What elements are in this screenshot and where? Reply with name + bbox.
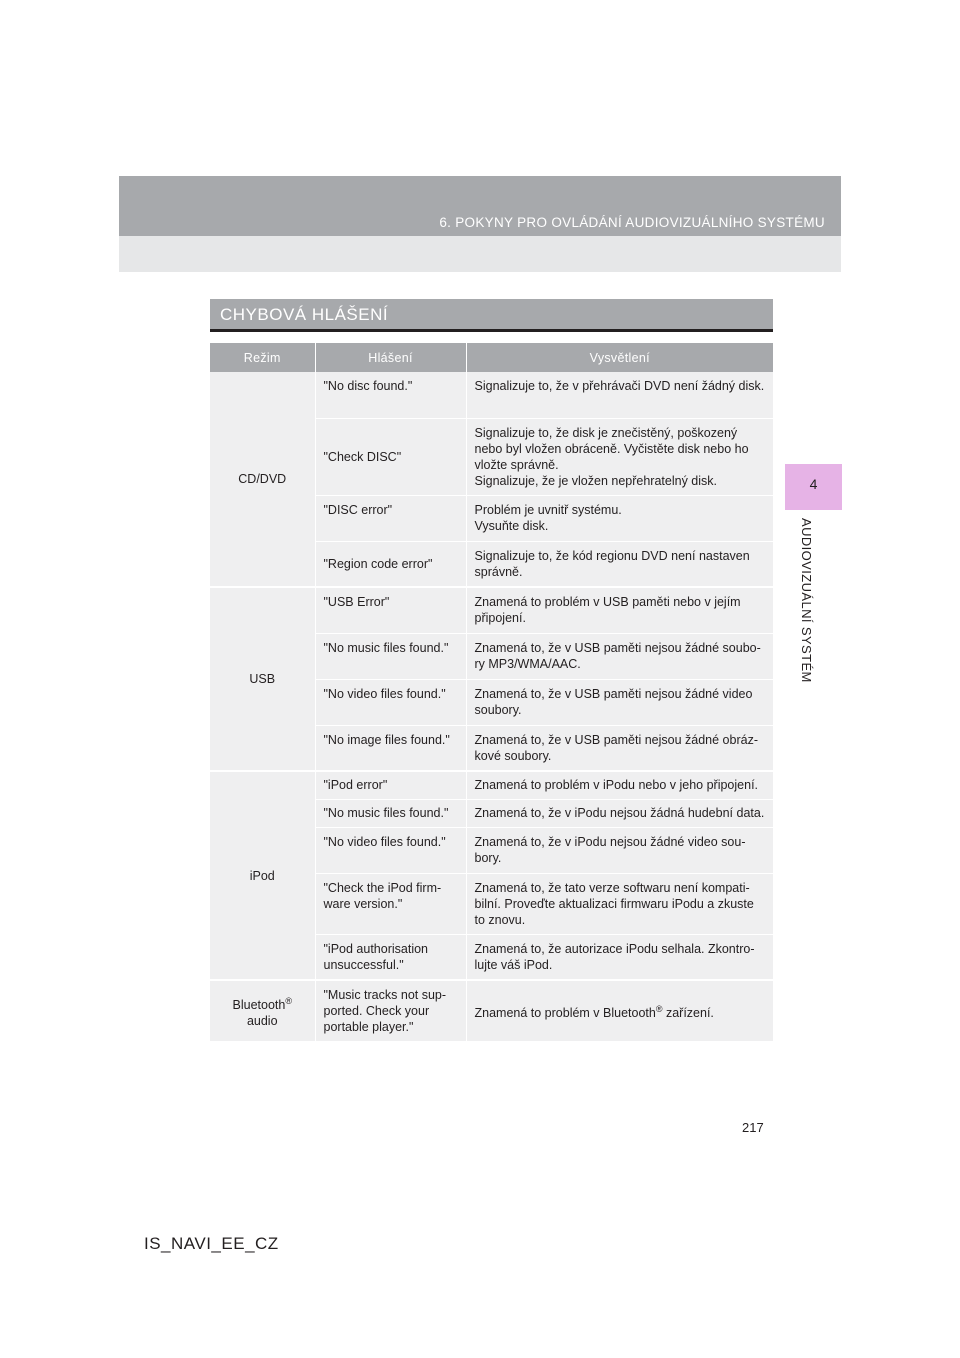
message-cell: "iPod authorisation unsuccessful." — [315, 934, 466, 980]
chapter-tab — [785, 464, 842, 510]
mode-sublabel: audio — [246, 1014, 278, 1029]
message-cell: "USB Error" — [315, 587, 466, 633]
chapter-header-band — [119, 176, 841, 236]
explanation-cell: Znamená to, že v iPodu nejsou žádná hudební data. — [466, 799, 773, 827]
mode-cell — [210, 980, 315, 1042]
message-cell: "DISC error" — [315, 495, 466, 541]
explanation-cell: Znamená to, že v USB paměti nejsou žádné soubo-ry MP3/WMA/AAC. — [466, 633, 773, 679]
table-row — [210, 980, 773, 1042]
table-row — [210, 372, 773, 418]
chapter-title: 6. POKYNY PRO OVLÁDÁNÍ AUDIOVIZUÁLNÍHO SYSTÉMU — [439, 215, 825, 230]
page-number: 217 — [742, 1120, 764, 1135]
table-row — [210, 587, 773, 633]
section-title: CHYBOVÁ HLÁŠENÍ — [220, 305, 389, 324]
message-cell: "Music tracks not sup-ported. Check your portable player." — [315, 980, 466, 1042]
explanation-text-end: zařízení. — [662, 1006, 714, 1021]
mode-cell: USB — [210, 587, 315, 771]
message-cell: "No image files found." — [315, 725, 466, 771]
message-cell: "iPod error" — [315, 771, 466, 799]
message-cell: "No video files found." — [315, 679, 466, 725]
registered-mark: ® — [285, 995, 292, 1006]
explanation-cell: Signalizuje to, že v přehrávači DVD není žádný disk. — [466, 372, 773, 418]
mode-cell: iPod — [210, 771, 315, 980]
chapter-tab-label: AUDIOVIZUÁLNÍ SYSTÉM — [799, 518, 814, 683]
error-message-table — [210, 343, 773, 1042]
explanation-cell: Znamená to, že tato verze softwaru není kompati-bilní. Proveďte aktualizaci firmwaru iPodu a zkuste to znovu. — [466, 873, 773, 934]
mode-label: Bluetooth — [232, 998, 286, 1013]
message-cell: "No video files found." — [315, 827, 466, 873]
explanation-cell — [466, 980, 773, 1042]
message-cell: "No music files found." — [315, 633, 466, 679]
message-cell: "No disc found." — [315, 372, 466, 418]
explanation-cell: Signalizuje to, že disk je znečistěný, poškozený nebo byl vložen obráceně. Vyčistěte disk nebo ho vložte správně. Signalizuje, že je vložen nepřehratelný disk. — [466, 418, 773, 495]
table-row — [210, 771, 773, 799]
explanation-cell: Znamená to, že v USB paměti nejsou žádné obráz-kové soubory. — [466, 725, 773, 771]
column-header-mode: Režim — [210, 343, 315, 372]
message-cell: "Check the iPod firm-ware version." — [315, 873, 466, 934]
message-cell: "Check DISC" — [315, 418, 466, 495]
document-code: IS_NAVI_EE_CZ — [144, 1234, 279, 1253]
chapter-header-subband — [119, 236, 841, 272]
mode-cell: CD/DVD — [210, 372, 315, 587]
registered-mark: ® — [655, 1003, 663, 1014]
table-header-row — [210, 343, 773, 372]
explanation-cell: Znamená to problém v USB paměti nebo v jejím připojení. — [466, 587, 773, 633]
explanation-cell: Znamená to, že v USB paměti nejsou žádné video soubory. — [466, 679, 773, 725]
explanation-cell: Znamená to, že autorizace iPodu selhala. Zkontro-lujte váš iPod. — [466, 934, 773, 980]
explanation-cell: Problém je uvnitř systému. Vysuňte disk. — [466, 495, 773, 541]
explanation-cell: Znamená to problém v iPodu nebo v jeho připojení. — [466, 771, 773, 799]
explanation-text: Znamená to problém v Bluetooth — [474, 1006, 656, 1021]
column-header-message: Hlášení — [315, 343, 466, 372]
explanation-cell: Znamená to, že v iPodu nejsou žádné video sou-bory. — [466, 827, 773, 873]
message-cell: "No music files found." — [315, 799, 466, 827]
column-header-explanation: Vysvětlení — [466, 343, 773, 372]
explanation-cell: Signalizuje to, že kód regionu DVD není nastaven správně. — [466, 541, 773, 587]
chapter-tab-number: 4 — [809, 476, 818, 492]
message-cell: "Region code error" — [315, 541, 466, 587]
section-title-bar — [210, 299, 773, 332]
